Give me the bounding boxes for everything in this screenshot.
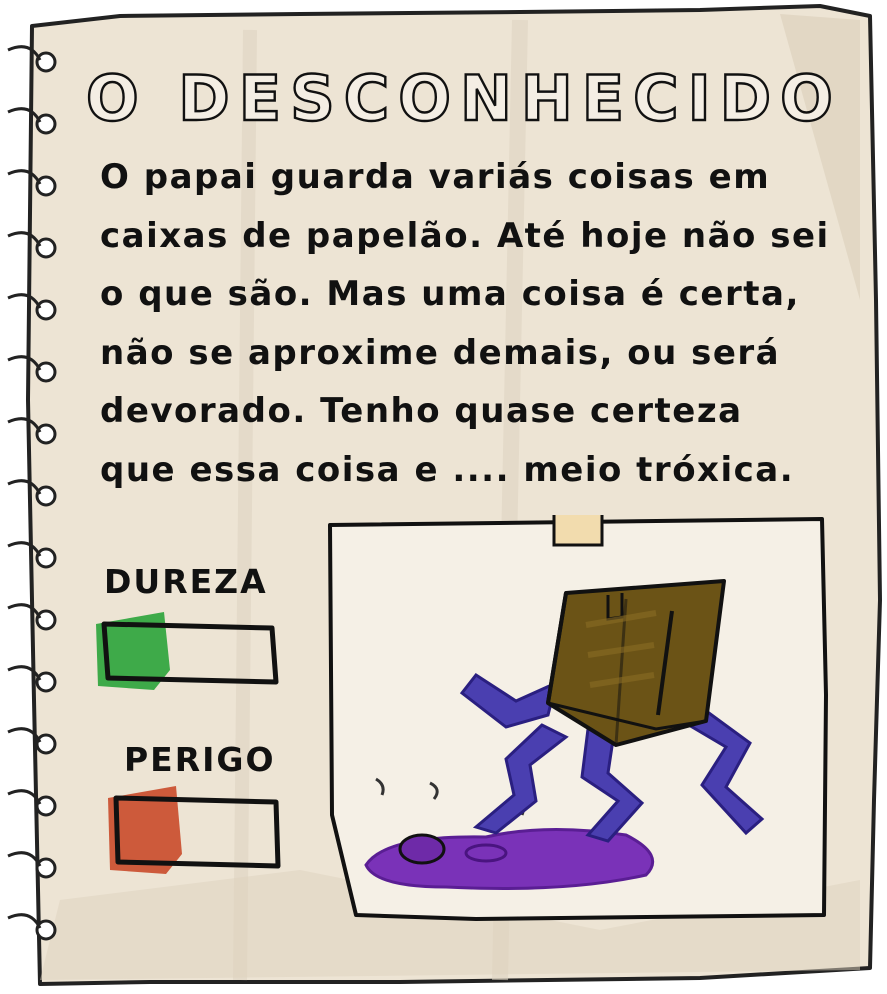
stat-bar-perigo (102, 780, 302, 880)
stat-bar-dureza (90, 606, 290, 696)
stat-label-perigo: PERIGO (124, 740, 276, 779)
description-line: que essa coisa e .... meio tróxica. (100, 449, 795, 490)
description-line: não se aproxime demais, ou será (100, 332, 781, 373)
card-title: O DESCONHECIDO (86, 62, 842, 135)
stat-label-dureza: DUREZA (104, 562, 268, 601)
cardboard-box (548, 581, 724, 745)
description-line: O papai guarda variás coisas em (100, 157, 771, 197)
description-line: caixas de papelão. Até hoje não sei (100, 215, 830, 256)
card-description (100, 148, 860, 500)
tape (554, 515, 602, 545)
puddle-bubble (400, 835, 444, 863)
description-line: devorado. Tenho quase certeza (100, 391, 743, 432)
monster-illustration (326, 515, 836, 925)
description-line: o que são. Mas uma coisa é certa, (100, 274, 800, 315)
spiral-binding (37, 53, 55, 939)
